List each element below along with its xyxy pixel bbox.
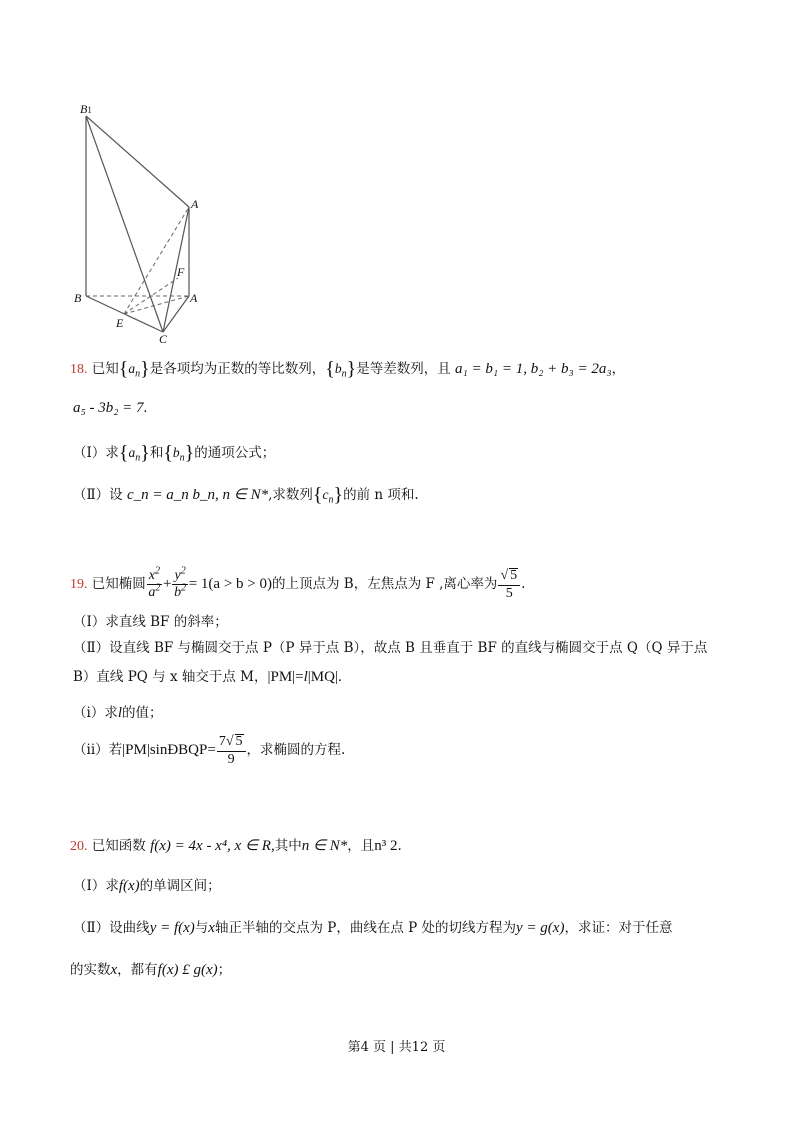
q19-part2-line2: B）直线 PQ 与 x 轴交于点 M，|PM|=l|MQ|. [73,669,342,685]
q19-eccentricity: $\frac{√ 5}{5}$ [498,568,520,601]
label-f: F [177,265,185,279]
edge-b1-a1 [86,116,189,207]
label-a1: A [191,197,199,211]
geometry-figure [60,95,220,350]
q20-line1: 20. 已知函数 f(x) = 4x - x⁴, x ∈ R,其中n ∈ N*，且n³ 2. [70,838,402,854]
q19-line1: 19. 已知椭圆 $\frac{x^2}{a^2}$ + $\frac{y^2}{b^2}$ = 1(a > b > 0)的上顶点为 B，左焦点为 F ,离心率为 $\frac{√ 5}{5}$ . [70,564,526,601]
q18-condition-1: a₁ = b₁ = 1, b₂ + b₃ = 2a₃ [455,361,612,377]
edge-b1-c [86,116,163,332]
q20-part2-line2: 的实数x，都有f(x) £ g(x)； [70,962,232,978]
q19-part-ii: （ii）若|PM|sinÐBQP= $\frac{7√ 5}{9}$ ，求椭圆的方程. [73,734,346,767]
label-e: E [116,316,124,330]
q19-part-i: （i）求l的值； [73,705,163,721]
q20-function: f(x) = 4x - x⁴, x ∈ R, [150,838,275,854]
label-b: B [74,291,82,305]
q19-ellipse-tail: = 1(a > b > 0) [188,576,272,593]
edge-e-a1 [124,207,189,314]
q18-cn-formula: c_n = a_n b_n, n ∈ N* [126,487,269,503]
edge-e-a [124,296,189,314]
q19-given-fraction: $\frac{7√ 5}{9}$ [217,734,246,767]
q18-line1: 18. 已知$\{a_n\}$是各项均为正数的等比数列，$\{b_n\}$是等差数列，且 a₁ = b₁ = 1, b₂ + b₃ = 2a₃， [70,358,626,380]
q18-part1: （Ⅰ）求$\{a_n\}$和$\{b_n\}$的通项公式； [73,442,276,464]
q19-part2-line1: （Ⅱ）设直线 BF 与椭圆交于点 P（P 异于点 B），故点 B 且垂直于 BF 的直线与椭圆交于点 Q（Q 异于点 [73,640,708,656]
q18-number: 18. [70,362,88,377]
label-b1: B1 [80,102,92,116]
q18-line2: a₅ - 3b₂ = 7. [73,400,148,416]
q20-number: 20. [70,839,88,854]
q20-part1: （Ⅰ）求f(x)的单调区间； [73,878,221,894]
q18-condition-2: a₅ - 3b₂ = 7 [73,400,144,416]
label-c: C [159,332,168,346]
q19-number: 19. [70,577,88,593]
page-footer: 第4 页 | 共12 页 [347,1040,446,1055]
q20-part2-line1: （Ⅱ）设曲线y = f(x)与x轴正半轴的交点为 P，曲线在点 P 处的切线方程为y = g(x)，求证：对于任意 [73,920,673,936]
q18-part2: （Ⅱ）设 c_n = a_n b_n, n ∈ N*,求数列$\{c_n\}$的前 n 项和. [73,484,419,506]
q19-part1: （Ⅰ）求直线 BF 的斜率； [73,614,228,630]
label-a: A [190,291,198,305]
